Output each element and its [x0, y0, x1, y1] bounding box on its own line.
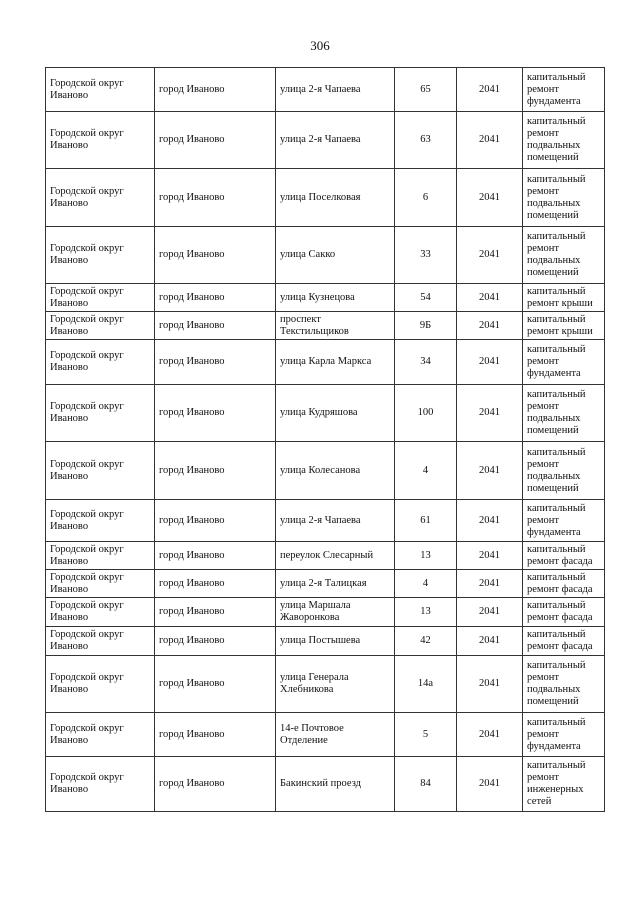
work-type-cell: капитальный ремонт подвальных помещений	[523, 656, 605, 713]
town-cell: город Иваново	[155, 442, 276, 500]
town-cell: город Иваново	[155, 757, 276, 812]
work-type-cell: капитальный ремонт подвальных помещений	[523, 169, 605, 227]
street-cell: 14-е Почтовое Отделение	[276, 713, 395, 757]
town-cell: город Иваново	[155, 570, 276, 598]
street-cell: Бакинский проезд	[276, 757, 395, 812]
house-number-cell: 13	[395, 598, 457, 627]
town-cell: город Иваново	[155, 627, 276, 656]
work-type-cell: капитальный ремонт подвальных помещений	[523, 112, 605, 169]
work-type-cell: капитальный ремонт фасада	[523, 570, 605, 598]
okrug-cell: Городской округ Иваново	[46, 312, 155, 340]
year-cell: 2041	[457, 312, 523, 340]
work-type-cell: капитальный ремонт инженерных сетей	[523, 757, 605, 812]
work-type-cell: капитальный ремонт фасада	[523, 542, 605, 570]
town-cell: город Иваново	[155, 227, 276, 284]
street-cell: улица 2-я Чапаева	[276, 112, 395, 169]
okrug-cell: Городской округ Иваново	[46, 713, 155, 757]
okrug-cell: Городской округ Иваново	[46, 570, 155, 598]
house-number-cell: 34	[395, 340, 457, 385]
year-cell: 2041	[457, 757, 523, 812]
table-row	[46, 227, 605, 284]
street-cell: улица Постышева	[276, 627, 395, 656]
table-row	[46, 284, 605, 312]
street-cell: улица Маршала Жаворонкова	[276, 598, 395, 627]
street-cell: улица Кузнецова	[276, 284, 395, 312]
table-row	[46, 112, 605, 169]
work-type-cell: капитальный ремонт подвальных помещений	[523, 227, 605, 284]
house-number-cell: 42	[395, 627, 457, 656]
table-row	[46, 757, 605, 812]
street-cell: улица Кудряшова	[276, 385, 395, 442]
table-row	[46, 598, 605, 627]
work-type-cell: капитальный ремонт фундамента	[523, 500, 605, 542]
town-cell: город Иваново	[155, 385, 276, 442]
table-row	[46, 169, 605, 227]
house-number-cell: 13	[395, 542, 457, 570]
work-type-cell: капитальный ремонт крыши	[523, 312, 605, 340]
okrug-cell: Городской округ Иваново	[46, 627, 155, 656]
town-cell: город Иваново	[155, 340, 276, 385]
work-type-cell: капитальный ремонт фасада	[523, 598, 605, 627]
town-cell: город Иваново	[155, 284, 276, 312]
house-number-cell: 100	[395, 385, 457, 442]
year-cell: 2041	[457, 713, 523, 757]
house-number-cell: 63	[395, 112, 457, 169]
okrug-cell: Городской округ Иваново	[46, 112, 155, 169]
work-type-cell: капитальный ремонт фундамента	[523, 68, 605, 112]
okrug-cell: Городской округ Иваново	[46, 500, 155, 542]
year-cell: 2041	[457, 68, 523, 112]
work-type-cell: капитальный ремонт фундамента	[523, 340, 605, 385]
year-cell: 2041	[457, 627, 523, 656]
house-number-cell: 4	[395, 570, 457, 598]
year-cell: 2041	[457, 385, 523, 442]
street-cell: улица Карла Маркса	[276, 340, 395, 385]
okrug-cell: Городской округ Иваново	[46, 442, 155, 500]
town-cell: город Иваново	[155, 169, 276, 227]
town-cell: город Иваново	[155, 112, 276, 169]
town-cell: город Иваново	[155, 500, 276, 542]
year-cell: 2041	[457, 542, 523, 570]
table-row	[46, 340, 605, 385]
year-cell: 2041	[457, 169, 523, 227]
year-cell: 2041	[457, 570, 523, 598]
house-number-cell: 14а	[395, 656, 457, 713]
year-cell: 2041	[457, 598, 523, 627]
table-row	[46, 385, 605, 442]
year-cell: 2041	[457, 284, 523, 312]
okrug-cell: Городской округ Иваново	[46, 284, 155, 312]
house-number-cell: 9Б	[395, 312, 457, 340]
okrug-cell: Городской округ Иваново	[46, 68, 155, 112]
okrug-cell: Городской округ Иваново	[46, 598, 155, 627]
okrug-cell: Городской округ Иваново	[46, 340, 155, 385]
street-cell: улица Сакко	[276, 227, 395, 284]
okrug-cell: Городской округ Иваново	[46, 169, 155, 227]
town-cell: город Иваново	[155, 713, 276, 757]
year-cell: 2041	[457, 227, 523, 284]
town-cell: город Иваново	[155, 312, 276, 340]
table-row	[46, 570, 605, 598]
town-cell: город Иваново	[155, 542, 276, 570]
table-row	[46, 627, 605, 656]
table-row	[46, 68, 605, 112]
work-type-cell: капитальный ремонт фундамента	[523, 713, 605, 757]
work-type-cell: капитальный ремонт крыши	[523, 284, 605, 312]
okrug-cell: Городской округ Иваново	[46, 656, 155, 713]
year-cell: 2041	[457, 500, 523, 542]
town-cell: город Иваново	[155, 656, 276, 713]
year-cell: 2041	[457, 340, 523, 385]
house-number-cell: 54	[395, 284, 457, 312]
street-cell: улица Генерала Хлебникова	[276, 656, 395, 713]
work-type-cell: капитальный ремонт подвальных помещений	[523, 385, 605, 442]
house-number-cell: 4	[395, 442, 457, 500]
work-type-cell: капитальный ремонт фасада	[523, 627, 605, 656]
year-cell: 2041	[457, 112, 523, 169]
repair-schedule-table	[45, 67, 605, 812]
street-cell: улица 2-я Чапаева	[276, 68, 395, 112]
okrug-cell: Городской округ Иваново	[46, 757, 155, 812]
year-cell: 2041	[457, 442, 523, 500]
town-cell: город Иваново	[155, 598, 276, 627]
table-row	[46, 656, 605, 713]
year-cell: 2041	[457, 656, 523, 713]
house-number-cell: 84	[395, 757, 457, 812]
page-number: 306	[310, 38, 330, 53]
town-cell: город Иваново	[155, 68, 276, 112]
table-row	[46, 542, 605, 570]
street-cell: улица 2-я Чапаева	[276, 500, 395, 542]
street-cell: проспект Текстильщиков	[276, 312, 395, 340]
street-cell: переулок Слесарный	[276, 542, 395, 570]
street-cell: улица 2-я Талицкая	[276, 570, 395, 598]
table-row	[46, 713, 605, 757]
street-cell: улица Поселковая	[276, 169, 395, 227]
house-number-cell: 61	[395, 500, 457, 542]
okrug-cell: Городской округ Иваново	[46, 542, 155, 570]
house-number-cell: 6	[395, 169, 457, 227]
okrug-cell: Городской округ Иваново	[46, 227, 155, 284]
house-number-cell: 33	[395, 227, 457, 284]
house-number-cell: 5	[395, 713, 457, 757]
table-row	[46, 312, 605, 340]
table-row	[46, 500, 605, 542]
street-cell: улица Колесанова	[276, 442, 395, 500]
okrug-cell: Городской округ Иваново	[46, 385, 155, 442]
table-row	[46, 442, 605, 500]
work-type-cell: капитальный ремонт подвальных помещений	[523, 442, 605, 500]
house-number-cell: 65	[395, 68, 457, 112]
